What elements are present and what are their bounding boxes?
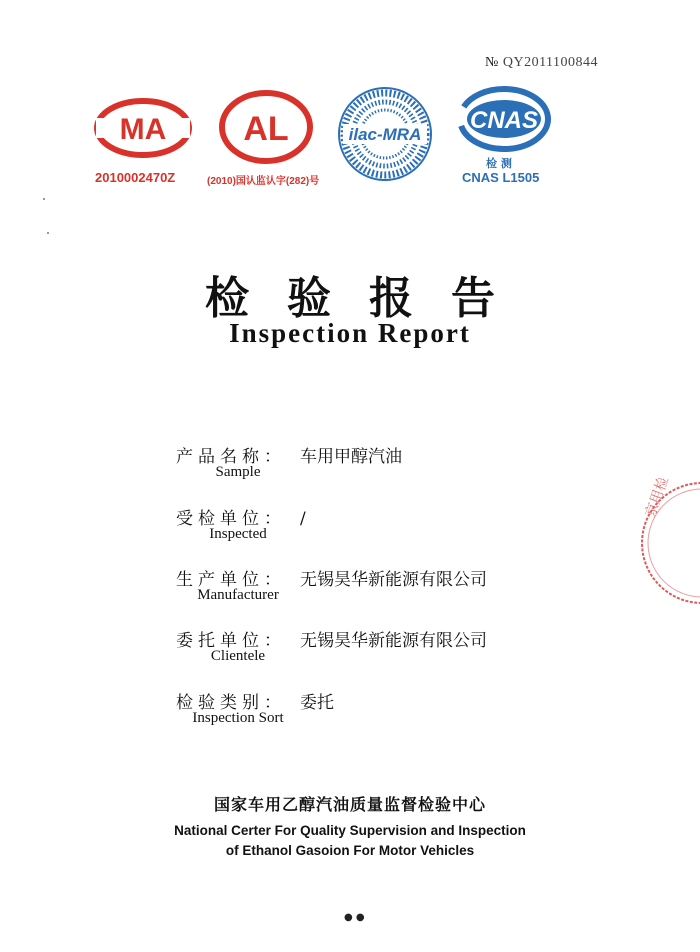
field-label-cn: 受检单位：	[176, 509, 286, 529]
field-value: 车用甲醇汽油	[300, 447, 402, 467]
field-label-en: Clientele	[210, 648, 266, 664]
organization-name-cn: 国家车用乙醇汽油质量监督检验中心	[213, 795, 486, 814]
report-number-symbol: №	[485, 55, 499, 70]
field-label-en: Inspected	[209, 526, 267, 542]
field-label-cn: 产品名称：	[176, 447, 286, 467]
field-value: 无锡昊华新能源有限公司	[300, 570, 487, 590]
report-number-value: QY2011100844	[502, 55, 599, 70]
field-label-cn: 检验类别：	[176, 693, 286, 713]
field-manufacturer	[176, 565, 487, 603]
cnas-sub-label: 检 测	[486, 157, 512, 170]
cnas-number: CNAS L1505	[462, 170, 540, 185]
scan-speck	[43, 198, 45, 200]
cnas-logo-text: CNAS	[469, 107, 539, 134]
cma-number: 2010002470Z	[95, 170, 176, 185]
ilac-mra-text: ilac-MRA	[348, 125, 422, 144]
cal-number: (2010)国认监认字(282)号	[207, 176, 320, 187]
field-inspection-sort	[176, 688, 334, 726]
field-label-cn: 生产单位：	[176, 570, 286, 590]
report-number	[485, 55, 598, 71]
field-label-en: Manufacturer	[197, 587, 279, 603]
bottom-dots: ● ●	[344, 912, 365, 923]
scan-speck	[47, 232, 49, 234]
organization-name-en-line1: National Certer For Quality Supervision and Inspection	[174, 823, 526, 838]
field-value: 无锡昊华新能源有限公司	[300, 631, 487, 651]
field-label-cn: 委托单位：	[176, 631, 286, 651]
field-label-en: Inspection Sort	[192, 710, 284, 726]
title-chinese: 检验报告	[205, 273, 533, 324]
field-value: 委托	[300, 693, 334, 713]
field-clientele	[176, 626, 487, 664]
ilac-mra-logo	[337, 86, 433, 182]
seal-text: 京用检验	[642, 478, 677, 520]
partial-seal-stamp	[640, 478, 700, 612]
organization-name-en-line2: of Ethanol Gasoion For Motor Vehicles	[225, 843, 475, 858]
cma-logo-text: MA	[119, 113, 167, 146]
field-label-en: Sample	[215, 464, 261, 480]
title-english: Inspection Report	[229, 318, 471, 348]
field-inspected	[176, 504, 306, 542]
cal-logo	[218, 90, 314, 164]
cal-logo-text: AL	[243, 110, 289, 148]
cma-logo	[93, 97, 193, 159]
cnas-logo	[455, 85, 553, 155]
field-sample	[176, 442, 402, 480]
field-value: /	[300, 509, 306, 529]
